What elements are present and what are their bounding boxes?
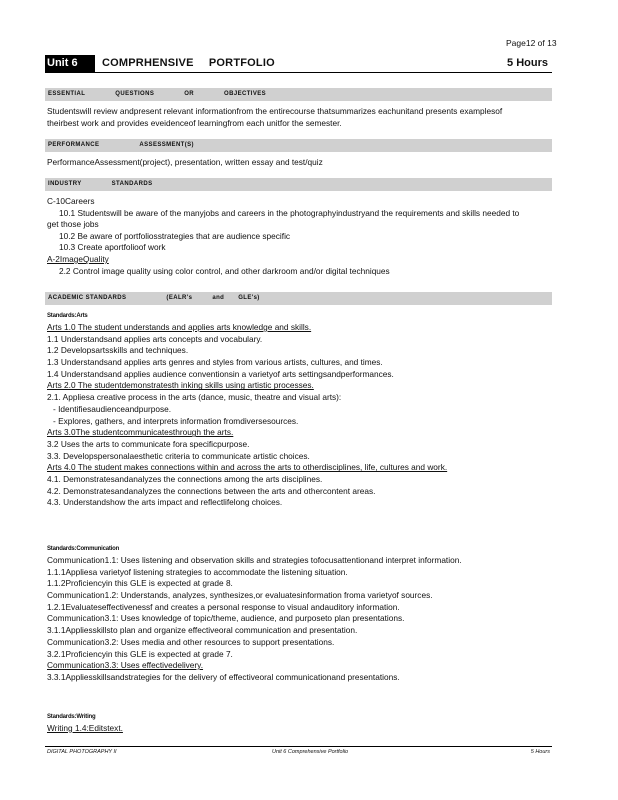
essential-text [47,106,532,129]
standard-line: - Identifiesaudienceandpurpose. [53,403,172,414]
standard-line: Communication1.1: Uses listening and observation skills and strategies tofocusattentionand interpret information. [47,555,462,565]
standard-line: 4.2. Demonstratesandanalyzes the connections between the arts and othercontent areas. [47,485,376,496]
standard-line: Communication3.2: Uses media and other resources to support presentations. [47,636,335,647]
standard-line: 1.1.1Appliesa varietyof listening strategies to accommodate the listening situation. [47,566,348,577]
standard-line: Arts 2.0 The studentdemonstratesth inking skills using artistic processes. [47,380,314,391]
industry-line: 2.2 Control image quality using color control, and other darkroom and/or digital techniques [59,265,390,276]
unit-number: Unit 6 [45,55,95,72]
band-word: ESSENTIAL [48,91,86,97]
unit-header [45,55,552,73]
band-word: and [212,295,225,301]
standard-line: 4.3. Understandshow the arts impact and reflectlifelong choices. [47,497,283,508]
band-word: STANDARDS [111,181,153,187]
band-word: OR [184,91,195,97]
standard-line: Communication1.2: Understands, analyzes, synthesizes,or evaluatesinformation froma varietyof sources. [47,590,433,601]
standard-line: Communication3.1: Uses knowledge of topic/theme, audience, and purposeto plan presentations. [47,613,405,624]
band-word: GLE's) [238,295,260,301]
communication-standards [47,543,547,684]
industry-line: C-10Careers [47,196,95,206]
unit-hours: 5 Hours [507,57,548,69]
standard-line: 1.2 Developsartsskills and techniques. [47,345,189,356]
band-word: ACADEMIC STANDARDS [48,295,127,301]
industry-line: 10.2 Be aware of portfoliosstrategies that are audience specific [59,230,291,241]
band-word: PERFORMANCE [48,142,100,148]
writing-standards [47,711,547,735]
standard-line: 3.2 Uses the arts to communicate fora specificpurpose. [47,438,250,449]
standard-line: 1.1.2Proficiencyin this GLE is expected at grade 8. [47,578,233,589]
standard-line: 3.1.1Appliesskillsto plan and organize effectiveoral communication and presentation. [47,625,358,636]
standard-line: 3.3. Developspersonalaesthetic criteria to communicate artistic choices. [47,450,310,461]
band-word: ASSESSMENT(S) [139,142,194,148]
band-word: (EALR's [166,295,193,301]
communication-heading: Standards:Communication [47,546,120,552]
arts-heading: Standards:Arts [47,313,88,319]
footer-unit: Unit 6 Comprehensive Portfolio [272,749,349,755]
industry-band [45,178,552,191]
standard-line: - Explores, gathers, and interprets information fromdiversesources. [53,415,299,426]
essential-band [45,88,552,101]
standard-line: Arts 1.0 The student understands and applies arts knowledge and skills. [47,322,312,332]
performance-band [45,139,552,152]
page-number: Page12 of 13 [506,38,557,48]
standard-line: Writing 1.4:Editstext. [47,723,123,733]
arts-standards [47,310,547,509]
band-word: OBJECTIVES [224,91,267,97]
standard-line: 1.2.1Evaluateseffectivenessf and creates a personal response to visual andauditory information. [47,601,400,612]
standard-line: 3.2.1Proficiencyin this GLE is expected at grade 7. [47,648,233,659]
standard-line: 1.4 Understandsand applies audience conventionsin a varietyof arts settingsandperformances. [47,368,394,379]
standard-line: Arts 3.0The studentcommunicatesthrough the arts. [47,427,234,438]
standard-line: Arts 4.0 The student makes connections within and across the arts to otherdisciplines, life, cultures and work. [47,462,448,473]
unit-title: COMPRHENSIVE PORTFOLIO [102,57,275,69]
industry-line: 10.3 Create aportfolioof work [59,242,166,253]
academic-band [45,292,552,305]
standard-line: 4.1. Demonstratesandanalyzes the connections among the arts disciplines. [47,473,323,484]
writing-heading: Standards:Writing [47,714,96,720]
footer-rule [45,746,552,747]
footer-hours: 5 Hours [530,749,550,755]
performance-text [47,157,547,169]
standard-line: 1.1 Understandsand applies arts concepts and vocabulary. [47,333,263,344]
band-word: QUESTIONS [115,91,155,97]
performance-line: PerformanceAssessment(project), presentation, written essay and test/quiz [47,157,323,167]
industry-line-text: 10.1 Studentswill be aware of the manyjobs and careers in the photographyindustryand the requirements and skills needed to get those jobs [47,207,520,230]
band-word: INDUSTRY [48,181,82,187]
industry-line: A-2ImageQuality [47,254,109,265]
industry-line [47,208,527,231]
essential-paragraph: Studentswill review andpresent relevant informationfrom the entirecourse thatsummarizes eachunitand presents examplesof theirbest work and provides eveidenceof learningfrom each unitfor the semester. [47,106,503,128]
standard-line: 3.3.1Appliesskillsandstrategies for the delivery of effectiveoral communicationand presentations. [47,671,400,682]
standard-line: 1.3 Understandsand applies arts genres and styles from various artists, cultures, and times. [47,357,383,368]
industry-standards [47,196,547,277]
standard-line: Communication3.3: Uses effectivedelivery. [47,660,204,671]
footer-course: DIGITAL PHOTOGRAPHY II [47,749,117,755]
standard-line: 2.1. Appliesa creative process in the arts (dance, music, theatre and visual arts): [47,392,342,403]
